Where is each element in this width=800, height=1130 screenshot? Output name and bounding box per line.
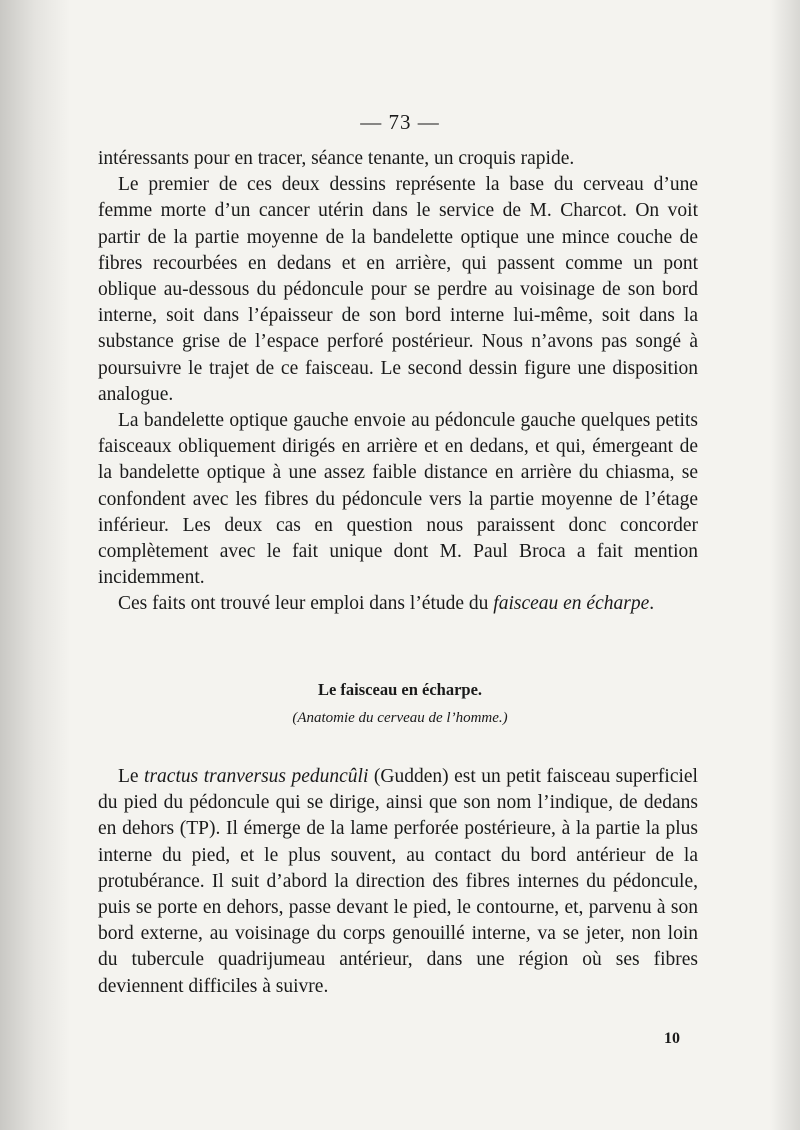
page-number: — 73 — [360,110,440,134]
body-text-lower [98,764,698,1000]
paragraph-left-optic-tract: La bandelette optique gauche envoie au pédoncule gauche quelques petits faisceaux obliquement dirigés en arrière et en dedans, et qui, émergeant de la bandelette optique à une assez faible distance en arrière du chiasma, se confondent avec les fibres du pédoncule vers la partie moyenne de l’étage inférieur. Les deux cas en question nous paraissent donc concorder complètement avec le fait unique dont M. Paul Broca a fait mention incidemment. [98,410,698,589]
conclusion-end: . [649,593,655,615]
paragraph-first-drawing: Le premier de ces deux dessins représente la base du cerveau d’une femme morte d’un cancer utérin dans le service de M. Charcot. On voit partir de la partie moyenne de la bandelette optique une mince couche de fibres recourbées en dedans et en arrière, qui passent comme un pont oblique au-dessous du pédoncule pour se perdre au voisinage de son bord interne, soit dans l’épaisseur de son bord interne lui-même, soit dans la substance grise de l’espace perforé postérieur. Nous n’avons pas songé à poursuivre le trajet de ce faisceau. Le second dessin figure une disposition analogue. [98,174,698,405]
paragraph-conclusion [98,591,698,617]
section-subtitle: (Anatomie du cerveau de l’homme.) [292,710,508,726]
tractus-description: (Gudden) est un petit faisceau superficiel du pied du pédoncule qui se dirige, ainsi que son nom l’indique, de dedans en dehors (TP). Il émerge de la lame perforée postérieure, à la partie la plus interne du pied, et le plus souvent, au contact du bord antérieur de la protubérance. Il suit d’abord la direction des fibres internes du pédoncule, puis se porte en dehors, passe devant le pied, le contourne, et, parvenu à son bord externe, au voisinage du corps genouillé interne, va se jeter, non loin du tubercule quadrijumeau antérieur, dans une région où ses fibres deviennent difficiles à suivre. [98,766,698,997]
conclusion-emphasis: faisceau en écharpe [493,593,650,615]
page-edge-shadow [770,0,800,1130]
page-gutter-shadow [0,0,70,1130]
body-text-upper [98,146,698,618]
tractus-prefix: Le [118,766,145,787]
signature-mark: 10 [664,1030,680,1047]
paragraph-continued: intéressants pour en tracer, séance tenante, un croquis rapide. [98,148,575,169]
tractus-name: tractus tranversus peduncûli [144,766,369,787]
section-title: Le faisceau en écharpe. [317,680,483,699]
paragraph-tractus [98,764,698,1000]
conclusion-text: Ces faits ont trouvé leur emploi dans l’étude du [118,593,494,615]
